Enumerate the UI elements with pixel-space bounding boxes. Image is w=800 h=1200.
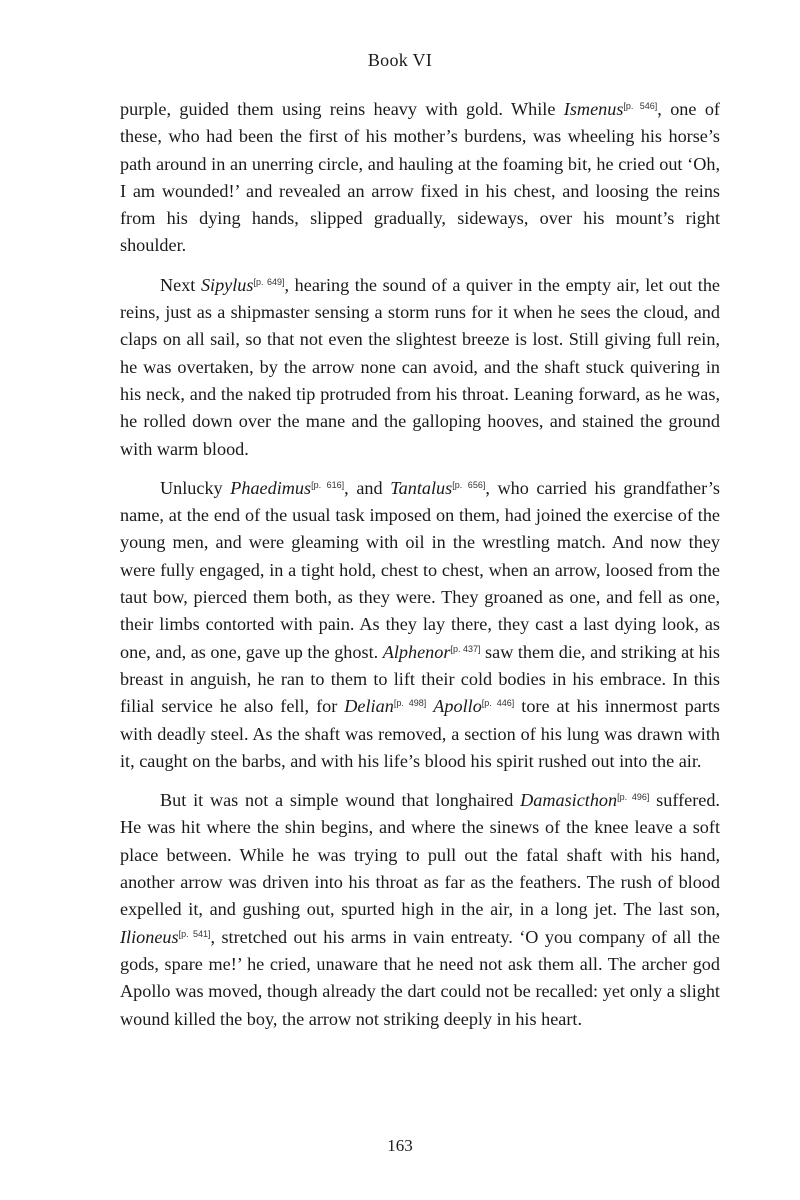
text-run: But it was not a simple wound that longhaired xyxy=(160,790,521,811)
page-number xyxy=(0,1136,800,1156)
text-run: suffered. He was hit where the shin begins, and where the sinews of the knee leave a soft place between. While he was trying to pull out the fatal shaft with his hand, another arrow was driven into his throat as far as the feathers. The rush of blood expelled it, and gushing out, spurted high in the air, in a long jet. The last son, xyxy=(120,790,720,920)
page-body xyxy=(120,96,720,1033)
page-number-value: 163 xyxy=(387,1136,413,1155)
book-title: Book VI xyxy=(367,50,433,70)
character-name: Ilioneus xyxy=(120,926,179,947)
page-reference-link[interactable]: [p. 546] xyxy=(623,101,658,111)
character-name: Phaedimus xyxy=(230,477,312,498)
character-name: Apollo xyxy=(433,696,482,717)
paragraph xyxy=(120,96,720,260)
page-reference-link[interactable]: [p. 649] xyxy=(253,276,285,287)
text-run: , one of these, who had been the first of his mother’s burdens, was wheeling his horse’s path around in an unerring circle, and hauling at the foaming bit, he cried out ‘Oh, I am wounded!’ and revealed an arrow fixed in his chest, and loosing the reins from his dying hands, slipped gradually, sideways, over his mount’s right shoulder. xyxy=(120,99,720,256)
page-header xyxy=(0,50,800,71)
text-run: , stretched out his arms in vain entreaty. ‘O you company of all the gods, spare me!’ he cried, unaware that he need not ask them all. The archer god Apollo was moved, though already the dart could not be recalled: yet only a slight wound killed the boy, the arrow not striking deeply in his heart. xyxy=(120,926,721,1029)
page-reference-link[interactable]: [p. 541] xyxy=(178,928,211,939)
page-reference-link[interactable]: [p. 446] xyxy=(481,698,515,709)
text-run: saw them die, and striking at his breast in anguish, he ran to them to lift their cold bodies in his embrace. In this filial service he also fell, for xyxy=(120,641,720,717)
character-name: Delian xyxy=(344,696,394,717)
page-reference-link[interactable]: [p. 656] xyxy=(452,479,486,490)
text-run: , who carried his grandfather’s name, at the end of the usual task imposed on them, had joined the exercise of the young men, and were gleaming with oil in the wrestling match. And now they were fully engaged, in a tight hold, chest to chest, when an arrow, loosed from the taut bow, pierced them both, as they were. They groaned as one, and fell as one, their limbs contorted with pain. As they lay there, they cast a last dying look, as one, and, as one, gave up the ghost. xyxy=(120,477,720,662)
text-run: purple, guided them using reins heavy with gold. While xyxy=(120,99,564,119)
character-name: Alphenor xyxy=(382,641,451,662)
paragraph xyxy=(120,787,720,1033)
paragraph xyxy=(120,475,720,775)
character-name: Sipylus xyxy=(200,274,254,295)
text-run: Next xyxy=(160,274,201,295)
page-reference-link[interactable]: [p. 616] xyxy=(311,479,345,490)
text-run: , hearing the sound of a quiver in the empty air, let out the reins, just as a shipmaster sensing a storm runs for it when he sees the cloud, and claps on all sail, so that not even the slightest breeze is lost. Still giving full rein, he was overtaken, by the arrow none can avoid, and the shaft stuck quivering in his neck, and the naked tip protruded from his throat. Leaning forward, as he was, he rolled down over the mane and the galloping hooves, and stained the ground with warm blood. xyxy=(120,274,720,459)
page-reference-link[interactable]: [p. 496] xyxy=(617,792,650,803)
text-run: tore at his innermost parts with deadly steel. As the shaft was removed, a section of his lung was drawn with it, caught on the barbs, and with his life’s blood his spirit rushed out into the air. xyxy=(120,696,720,771)
text-run: Unlucky xyxy=(160,477,231,498)
character-name: Tantalus xyxy=(390,477,453,498)
page-reference-link[interactable]: [p. 498] xyxy=(393,698,427,709)
character-name: Ismenus xyxy=(563,99,624,119)
paragraph xyxy=(120,272,720,463)
character-name: Damasicthon xyxy=(520,790,618,811)
text-run: , and xyxy=(344,477,391,498)
page-reference-link[interactable]: [p. 437] xyxy=(450,643,481,654)
